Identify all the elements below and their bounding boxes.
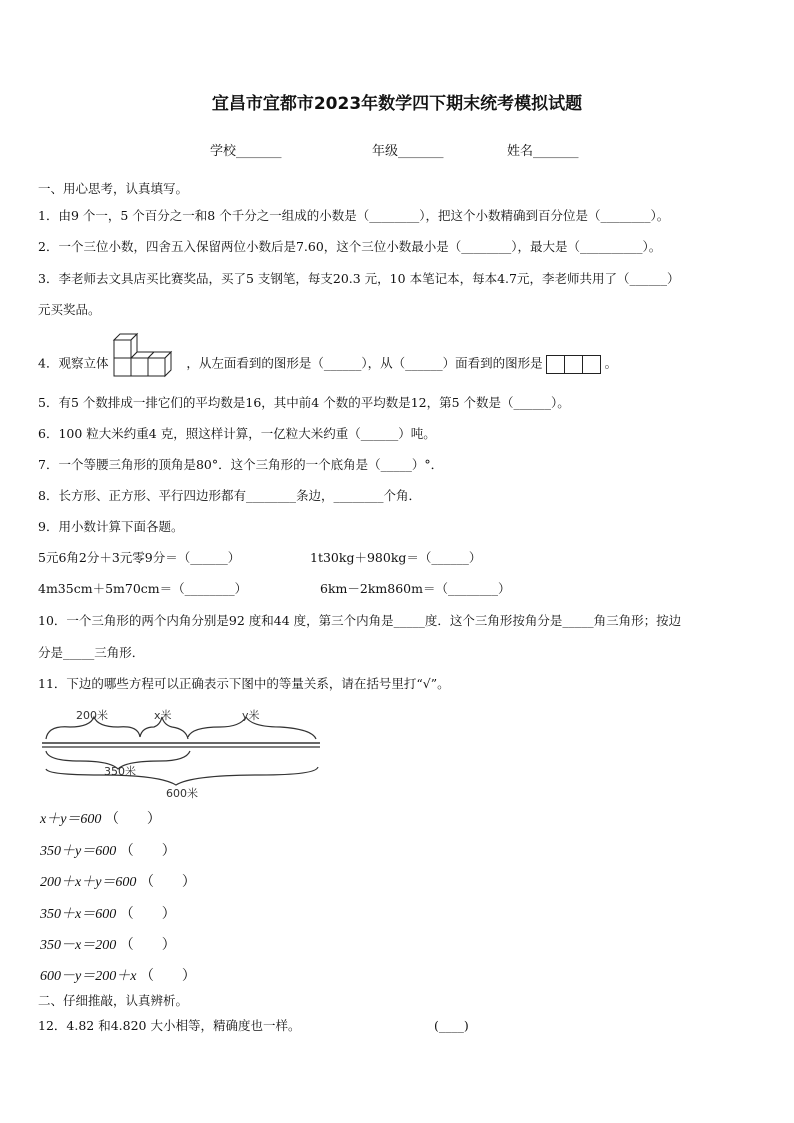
grade-field: 年级_______ bbox=[372, 144, 444, 159]
section-1-heading: 一、用心思考，认真填写。 bbox=[38, 181, 189, 196]
segment-diagram bbox=[40, 703, 325, 801]
question-4 bbox=[38, 347, 617, 381]
page-title: 宜昌市宜都市2023年数学四下期末统考模拟试题 bbox=[211, 94, 583, 114]
question-11: 11．下边的哪些方程可以正确表示下图中的等量关系，请在括号里打“√”。 bbox=[38, 676, 450, 691]
three-square-figure bbox=[547, 355, 601, 374]
question-9: 9．用小数计算下面各题。 bbox=[38, 519, 184, 534]
question-12: 12．4.82 和4.820 大小相等，精确度也一样。 bbox=[38, 1018, 301, 1033]
question-2: 2．一个三位小数，四舍五入保留两位小数后是7.60，这个三位小数最小是（________），最大是（__________）。 bbox=[38, 239, 662, 254]
question-9d: 6km－2km860m＝（________） bbox=[320, 581, 511, 596]
label-600m: 600米 bbox=[166, 787, 198, 800]
question-3: 3．李老师去文具店买比赛奖品，买了5 支钢笔，每支20.3 元，10 本笔记本，每本4.7元，李老师共用了（______） bbox=[38, 271, 680, 286]
question-4-start: 4．观察立体 bbox=[38, 355, 109, 371]
question-9b: 1t30kg＋980kg＝（______） bbox=[310, 550, 482, 565]
equation-6: 600－y＝200＋x （ ） bbox=[40, 969, 196, 984]
question-10: 10．一个三角形的两个内角分别是92 度和44 度，第三个内角是_____度．这个三角形按角分是_____角三角形；按边 bbox=[38, 613, 682, 628]
school-field: 学校_______ bbox=[210, 144, 282, 159]
equation-3: 200＋x＋y＝600 （ ） bbox=[40, 875, 196, 890]
question-1: 1．由9 个一，5 个百分之一和8 个千分之一组成的小数是（________），把这个小数精确到百分位是（________）。 bbox=[38, 208, 670, 223]
cube-solid-figure bbox=[112, 331, 182, 381]
question-9c: 4m35cm＋5m70cm＝（________） bbox=[38, 581, 248, 596]
equation-4: 350＋x＝600 （ ） bbox=[40, 907, 176, 922]
label-350m: 350米 bbox=[104, 765, 136, 778]
label-200m: 200米 bbox=[76, 709, 108, 722]
equation-5: 350－x＝200 （ ） bbox=[40, 938, 176, 953]
question-10-cont: 分是_____三角形． bbox=[38, 645, 145, 660]
label-x-m: x米 bbox=[154, 709, 172, 722]
question-8: 8．长方形、正方形、平行四边形都有________条边，________个角． bbox=[38, 488, 421, 503]
section-2-heading: 二、仔细推敲，认真辨析。 bbox=[38, 993, 189, 1008]
equation-2: 350＋y＝600 （ ） bbox=[40, 844, 176, 859]
name-field: 姓名_______ bbox=[507, 144, 579, 159]
question-12-blank: (____) bbox=[434, 1018, 469, 1033]
question-4-end: 。 bbox=[604, 355, 618, 371]
equation-1: x＋y＝600 （ ） bbox=[40, 812, 161, 827]
question-6: 6．100 粒大米约重4 克，照这样计算，一亿粒大米约重（______）吨。 bbox=[38, 426, 436, 441]
question-5: 5．有5 个数排成一排它们的平均数是16，其中前4 个数的平均数是12，第5 个数是（______）。 bbox=[38, 395, 570, 410]
question-3-cont: 元买奖品。 bbox=[38, 302, 101, 317]
question-4-middle: ，从左面看到的图形是（______），从（______）面看到的图形是 bbox=[186, 355, 543, 371]
label-y-m: y米 bbox=[242, 709, 260, 722]
question-7: 7．一个等腰三角形的顶角是80°．这个三角形的一个底角是（_____）°． bbox=[38, 457, 444, 472]
question-9a: 5元6角2分＋3元零9分＝（______） bbox=[38, 550, 241, 565]
